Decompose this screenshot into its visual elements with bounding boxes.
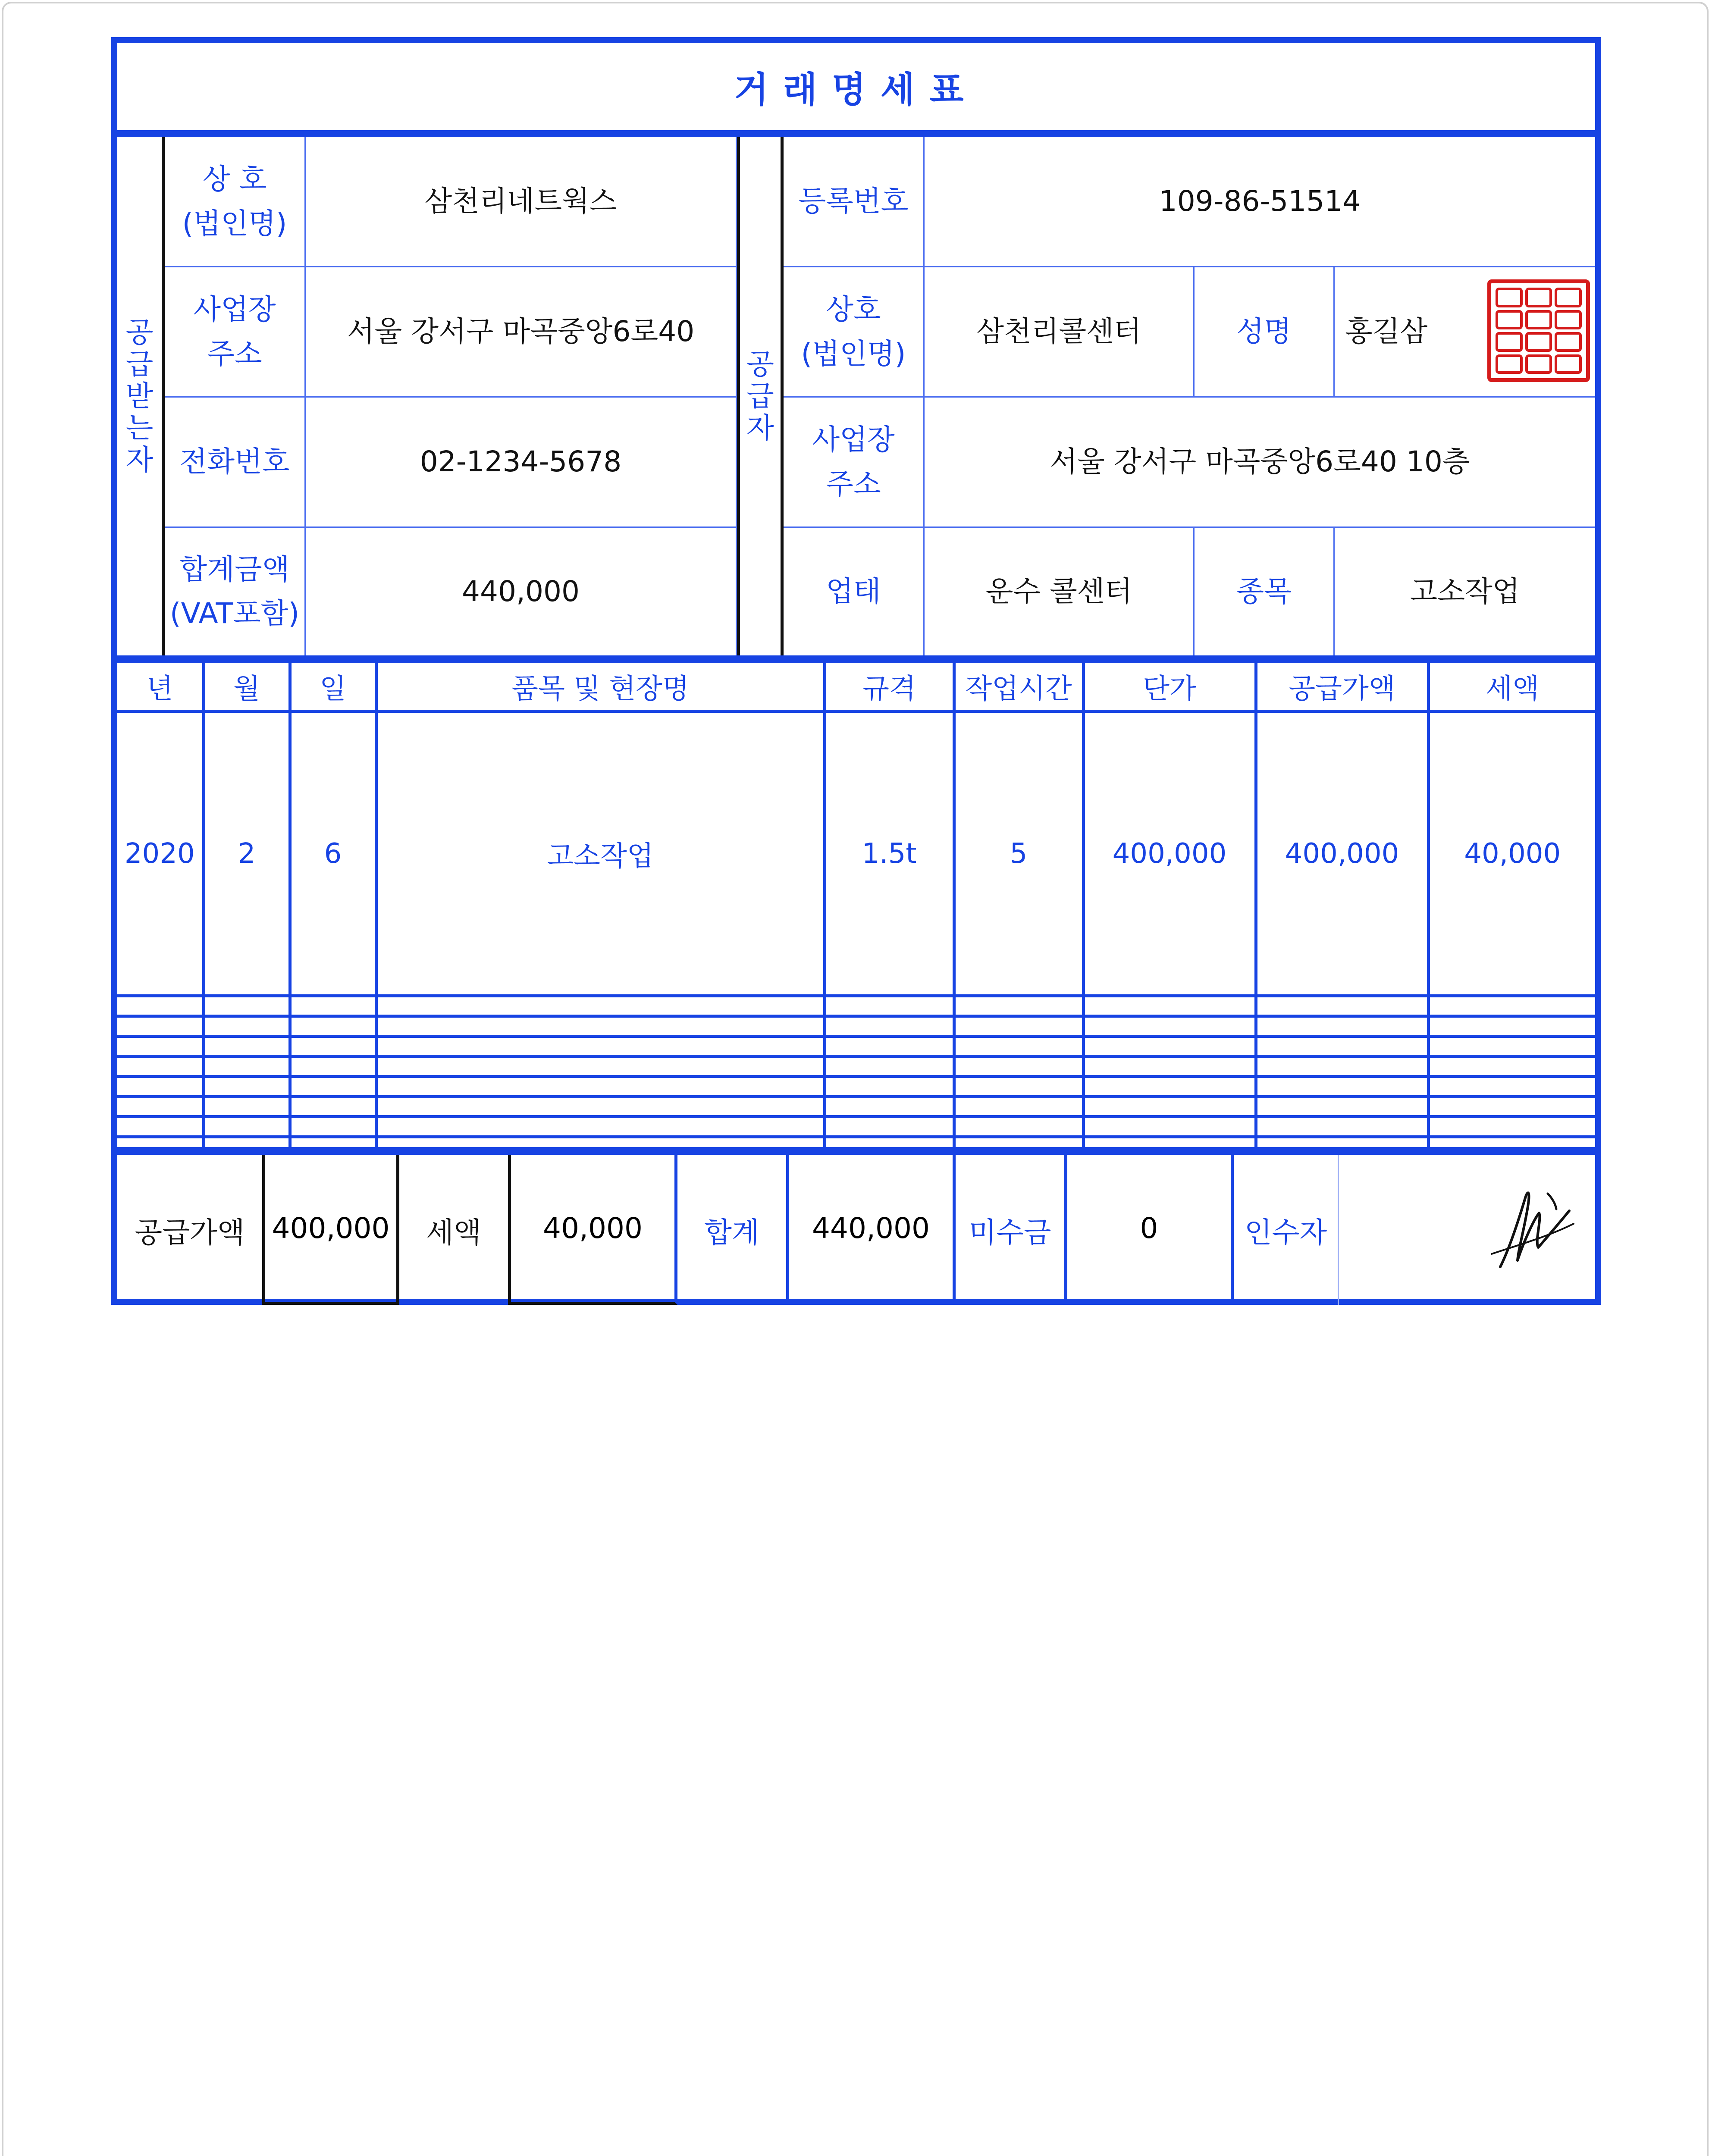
recipient-address: 서울 강서구 마곡중앙6로40	[306, 267, 737, 398]
cell-month	[204, 996, 290, 1016]
cell-tax	[1428, 996, 1595, 1016]
summary-tax-label: 세액	[426, 1216, 481, 1249]
recipient-side-text: 공 급 받 는 자	[125, 316, 154, 476]
cell-unit-price	[1083, 1036, 1256, 1056]
supplier-address: 서울 강서구 마곡중앙6로40 10층	[925, 398, 1595, 528]
cell-item	[376, 996, 825, 1016]
cell-spec	[825, 1056, 954, 1077]
cell-work-hours	[954, 996, 1083, 1016]
col-unit-price: 단가	[1083, 663, 1256, 711]
cell-supply-value	[1256, 996, 1428, 1016]
cell-supply-value: 400,000	[1256, 711, 1428, 996]
items-table	[117, 663, 1595, 1147]
cell-tax	[1428, 1056, 1595, 1077]
cell-item	[376, 1036, 825, 1056]
cell-month	[204, 1036, 290, 1056]
cell-year	[117, 1077, 204, 1097]
cell-month	[204, 1016, 290, 1037]
recipient-phone-label: 전화번호	[165, 398, 306, 528]
signature-icon	[1483, 1172, 1578, 1275]
cell-supply-value	[1256, 1117, 1428, 1137]
cell-work-hours	[954, 1137, 1083, 1147]
cell-unit-price	[1083, 996, 1256, 1016]
cell-tax	[1428, 1036, 1595, 1056]
cell-year	[117, 1016, 204, 1037]
company-seal-stamp	[1487, 279, 1590, 382]
supplier-reg-label: 등록번호	[784, 137, 925, 267]
cell-item	[376, 1097, 825, 1117]
supplier-business-item: 고소작업	[1410, 574, 1520, 608]
recipient-side-label	[117, 137, 165, 655]
supplier-business-type-label: 업태	[784, 528, 925, 655]
cell-supply-value	[1256, 1077, 1428, 1097]
table-row	[117, 1056, 1595, 1077]
table-row	[117, 711, 1595, 996]
cell-day	[290, 996, 376, 1016]
cell-day	[290, 1077, 376, 1097]
supplier-reg-no: 109-86-51514	[925, 137, 1595, 267]
cell-year	[117, 1036, 204, 1056]
summary-supply: 400,000	[262, 1155, 399, 1305]
cell-work-hours	[954, 1036, 1083, 1056]
col-tax: 세액	[1428, 663, 1595, 711]
table-row	[117, 1036, 1595, 1056]
cell-day	[290, 1097, 376, 1117]
cell-item	[376, 1077, 825, 1097]
summary-tax: 40,000	[508, 1155, 677, 1305]
cell-spec	[825, 1036, 954, 1056]
cell-tax	[1428, 1016, 1595, 1037]
col-day: 일	[290, 663, 376, 711]
cell-spec	[825, 1077, 954, 1097]
items-table-section	[117, 663, 1595, 1155]
col-item: 품목 및 현장명	[376, 663, 825, 711]
table-row	[117, 1137, 1595, 1147]
supplier-name: 홍길삼	[1345, 315, 1428, 348]
cell-day: 6	[290, 711, 376, 996]
cell-spec	[825, 1016, 954, 1037]
cell-year	[117, 996, 204, 1016]
recipient-total: 440,000	[306, 528, 737, 655]
table-row	[117, 1117, 1595, 1137]
recipient-phone: 02-1234-5678	[306, 398, 737, 528]
cell-supply-value	[1256, 1097, 1428, 1117]
cell-year	[117, 1056, 204, 1077]
cell-unit-price	[1083, 1056, 1256, 1077]
cell-spec	[825, 1137, 954, 1147]
party-info-section	[117, 137, 1595, 663]
cell-supply-value	[1256, 1036, 1428, 1056]
supplier-business-type: 운수 콜센터	[925, 528, 1195, 655]
cell-spec	[825, 1097, 954, 1117]
summary-total-label: 합계	[704, 1216, 759, 1249]
cell-year	[117, 1097, 204, 1117]
col-month: 월	[204, 663, 290, 711]
supplier-side-label	[737, 137, 784, 655]
table-row	[117, 1097, 1595, 1117]
summary-total: 440,000	[786, 1155, 956, 1305]
recipient-address-label: 사업장 주소	[165, 267, 306, 398]
supplier-business-item-label: 종목	[1195, 528, 1335, 655]
cell-tax	[1428, 1097, 1595, 1117]
cell-tax	[1428, 1077, 1595, 1097]
cell-work-hours	[954, 1117, 1083, 1137]
recipient-company-label: 상 호 (법인명)	[165, 137, 306, 267]
col-spec: 규격	[825, 663, 954, 711]
cell-supply-value	[1256, 1016, 1428, 1037]
cell-unit-price	[1083, 1117, 1256, 1137]
supplier-address-label: 사업장 주소	[784, 398, 925, 528]
col-work-hours: 작업시간	[954, 663, 1083, 711]
summary-unpaid-label: 미수금	[969, 1216, 1051, 1249]
supplier-company-label: 상호 (법인명)	[784, 267, 925, 398]
cell-tax	[1428, 1117, 1595, 1137]
cell-day	[290, 1117, 376, 1137]
cell-supply-value	[1256, 1137, 1428, 1147]
supplier-name-label: 성명	[1195, 267, 1335, 398]
cell-year	[117, 1137, 204, 1147]
col-year: 년	[117, 663, 204, 711]
table-row	[117, 1077, 1595, 1097]
cell-item	[376, 1117, 825, 1137]
document-title: 거래명세표	[117, 43, 1595, 137]
cell-month	[204, 1056, 290, 1077]
supplier-side-text: 공 급 자	[746, 348, 774, 445]
recipient-company: 삼천리네트웍스	[306, 137, 737, 267]
cell-spec	[825, 996, 954, 1016]
cell-item	[376, 1056, 825, 1077]
summary-section	[117, 1155, 1595, 1305]
cell-day	[290, 1036, 376, 1056]
cell-day	[290, 1016, 376, 1037]
summary-supply-label: 공급가액	[135, 1216, 245, 1249]
cell-spec: 1.5t	[825, 711, 954, 996]
cell-month: 2	[204, 711, 290, 996]
col-supply-value: 공급가액	[1256, 663, 1428, 711]
cell-tax: 40,000	[1428, 711, 1595, 996]
cell-month	[204, 1117, 290, 1137]
recipient-total-label: 합계금액 (VAT포함)	[165, 528, 306, 655]
cell-work-hours: 5	[954, 711, 1083, 996]
cell-work-hours	[954, 1077, 1083, 1097]
summary-unpaid: 0	[1064, 1155, 1234, 1305]
cell-item: 고소작업	[376, 711, 825, 996]
transaction-statement	[111, 37, 1601, 1305]
cell-tax	[1428, 1137, 1595, 1147]
supplier-company: 삼천리콜센터	[925, 267, 1195, 398]
cell-unit-price	[1083, 1077, 1256, 1097]
cell-spec	[825, 1117, 954, 1137]
cell-day	[290, 1056, 376, 1077]
cell-month	[204, 1137, 290, 1147]
cell-month	[204, 1097, 290, 1117]
cell-year: 2020	[117, 711, 204, 996]
table-row	[117, 1016, 1595, 1037]
cell-unit-price	[1083, 1137, 1256, 1147]
cell-day	[290, 1137, 376, 1147]
table-row	[117, 996, 1595, 1016]
cell-work-hours	[954, 1016, 1083, 1037]
cell-month	[204, 1077, 290, 1097]
summary-receiver-label: 인수자	[1234, 1155, 1339, 1305]
cell-supply-value	[1256, 1056, 1428, 1077]
cell-unit-price	[1083, 1016, 1256, 1037]
cell-unit-price: 400,000	[1083, 711, 1256, 996]
cell-work-hours	[954, 1056, 1083, 1077]
supplier-name-cell	[1335, 267, 1595, 398]
receiver-signature-box	[1339, 1155, 1595, 1305]
cell-item	[376, 1016, 825, 1037]
cell-work-hours	[954, 1097, 1083, 1117]
cell-item	[376, 1137, 825, 1147]
cell-unit-price	[1083, 1097, 1256, 1117]
cell-year	[117, 1117, 204, 1137]
items-header-row	[117, 663, 1595, 711]
